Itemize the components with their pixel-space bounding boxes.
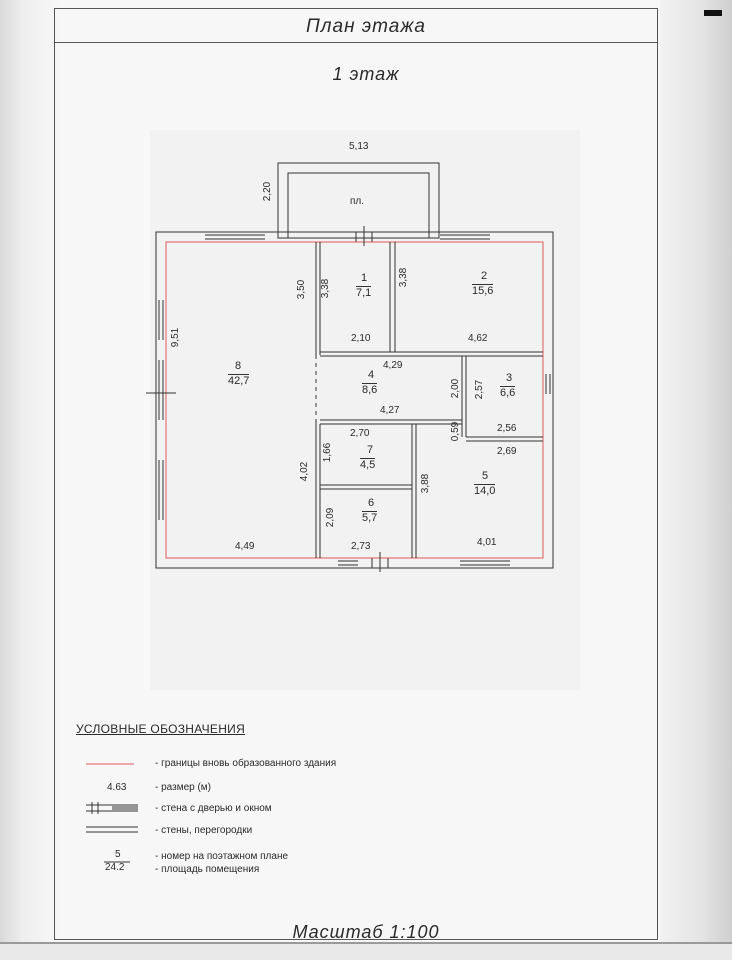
room-3-area: 6,6	[500, 387, 516, 399]
room-7-area: 4,5	[360, 459, 376, 471]
room-8-area: 42,7	[228, 375, 250, 387]
legend-door-window-text: - стена с дверью и окном	[155, 803, 272, 814]
legend-size-text: - размер (м)	[155, 782, 212, 793]
room-1-number: 1	[361, 272, 368, 284]
room-6-number: 6	[368, 497, 375, 509]
dim-r7-h: 1,66	[322, 442, 334, 463]
legend-room-number-sample: 5	[115, 849, 121, 860]
room-8-number: 8	[235, 360, 242, 372]
floor-title: 1 этаж	[332, 64, 400, 84]
dim-r4-bot-w: 4,27	[380, 405, 400, 416]
dim-r3-h: 2,57	[474, 379, 486, 400]
room-2-number: 2	[481, 270, 488, 282]
dim-r6-w: 2,73	[351, 541, 371, 552]
room-5-area: 14,0	[474, 485, 496, 497]
legend-size-sample: 4.63	[107, 782, 127, 793]
dim-r1-h: 3,38	[320, 278, 332, 299]
dim-r1-w: 2,10	[351, 333, 371, 344]
legend-room-number-text: - номер на поэтажном плане	[155, 851, 289, 862]
room-4-area: 8,6	[362, 384, 378, 396]
dim-r5-w: 4,01	[477, 537, 497, 548]
legend-room-area-text: - площадь помещения	[155, 864, 260, 875]
dim-r3-w: 2,56	[497, 423, 517, 434]
room-3-number: 3	[506, 372, 513, 384]
dim-r2-w: 4,62	[468, 333, 488, 344]
dim-r8-low-h: 4,02	[299, 461, 311, 482]
room-2-area: 15,6	[472, 285, 494, 297]
dim-r5-h: 3,88	[420, 473, 432, 494]
dim-gap-h: 0,59	[450, 421, 462, 442]
scan-bottom-edge	[0, 942, 732, 960]
room-5-number: 5	[482, 470, 489, 482]
dim-r6-h: 2,09	[325, 507, 337, 528]
legend-room-area-sample: 24.2	[105, 862, 125, 873]
room-7-number: 7	[367, 444, 374, 456]
legend-walls-text: - стены, перегородки	[155, 825, 253, 836]
dim-r8-w: 4,49	[235, 541, 255, 552]
dim-r4-top-w: 4,29	[383, 360, 403, 371]
legend-symbols	[76, 752, 146, 912]
legend-walls	[86, 827, 138, 832]
dim-r4-h: 2,00	[450, 378, 462, 399]
legend-title: УСЛОВНЫЕ ОБОЗНАЧЕНИЯ	[76, 722, 246, 736]
legend-boundary-text: - границы вновь образованного здания	[155, 758, 337, 769]
legend-door-window-wall	[86, 802, 138, 814]
room-6-area: 5,7	[362, 512, 378, 524]
dim-r2-h: 3,38	[398, 267, 410, 288]
scale-label: Масштаб 1:100	[292, 922, 440, 942]
sheet-title: План этажа	[306, 16, 426, 37]
dim-porch-depth: 2,20	[262, 181, 274, 202]
porch-label: пл.	[350, 196, 365, 207]
dim-r5-top-w: 2,69	[497, 446, 517, 457]
dim-r8-top-h: 3,50	[296, 279, 308, 300]
room-1-area: 7,1	[356, 287, 372, 299]
room-4-number: 4	[368, 369, 375, 381]
dim-porch-width: 5,13	[349, 141, 369, 152]
dim-r7-w: 2,70	[350, 428, 370, 439]
dim-total-height: 9,51	[170, 327, 182, 348]
